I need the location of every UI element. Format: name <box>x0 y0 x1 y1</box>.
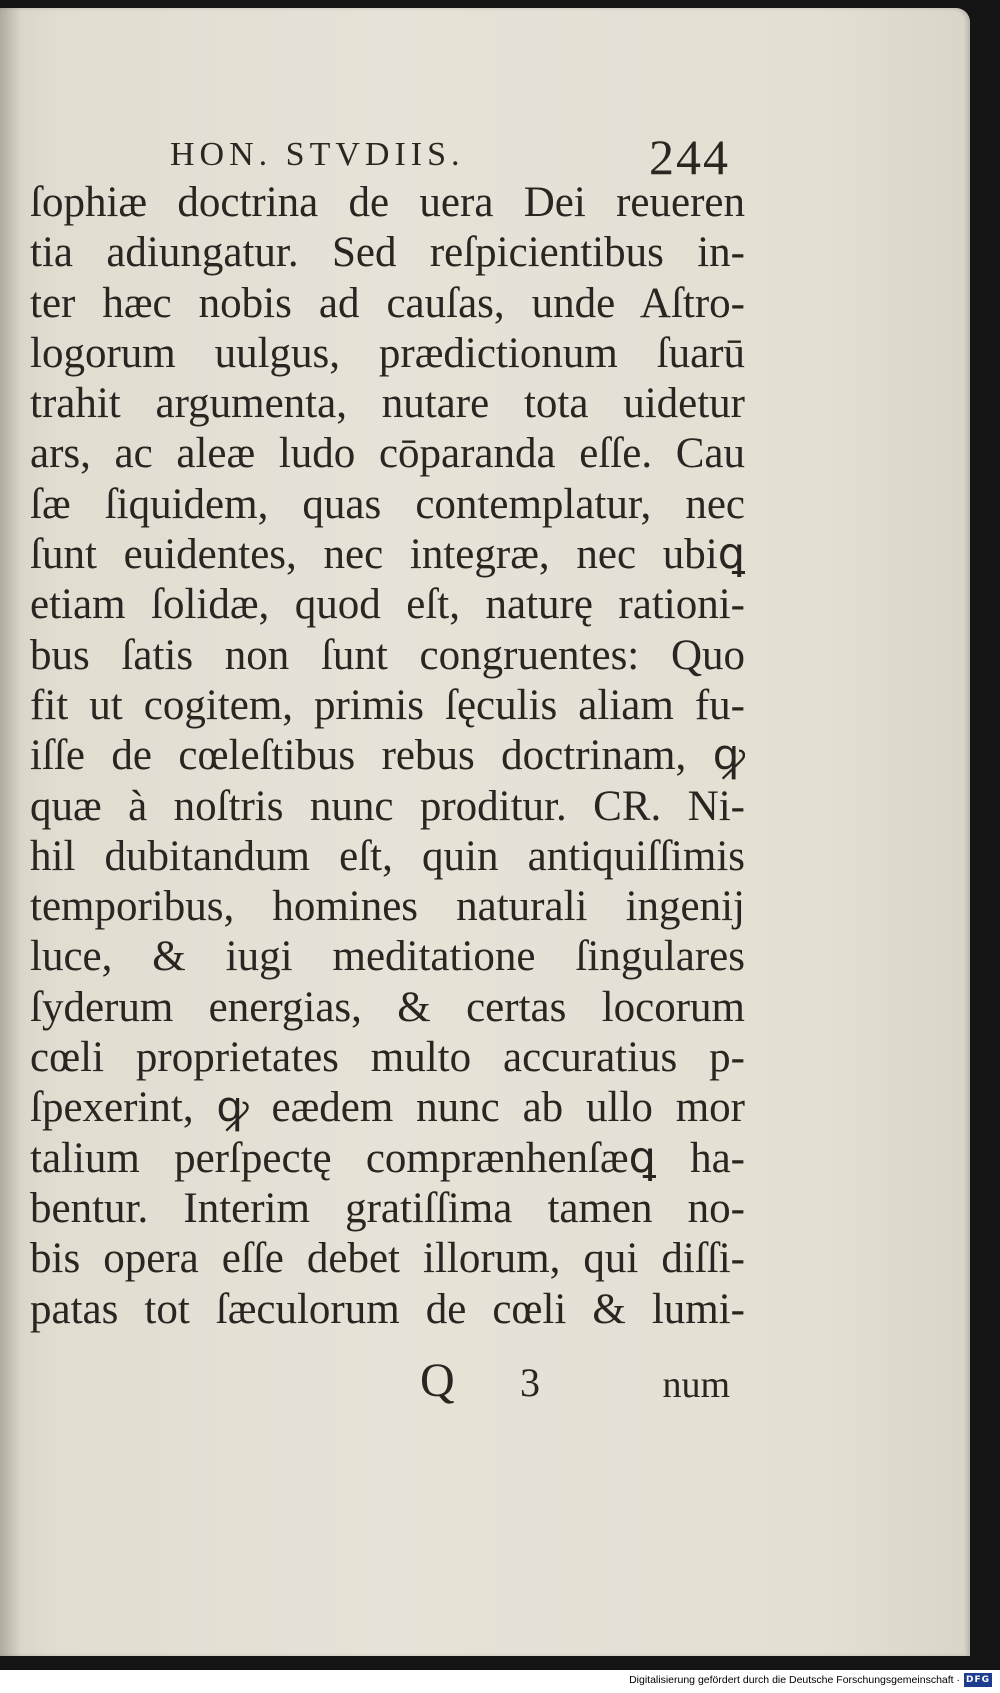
footer-strip <box>0 1670 1000 1693</box>
text-line: hil dubitandum eſt, quin antiquiſſimis <box>30 832 745 880</box>
digitization-credit: Digitalisierung gefördert durch die Deutsche Forschungsgemeinschaft · <box>629 1674 960 1686</box>
text-line: ſophiæ doctrina de uera Dei reueren <box>30 179 745 226</box>
signature-leaf-number: 3 <box>520 1360 540 1405</box>
dfg-logo-icon: DFG <box>965 1675 990 1685</box>
text-line: ars, ac aleæ ludo cōparanda eſſe. Cau <box>30 430 745 478</box>
text-line: ſpexerint, ꝙ eædem nunc ab ullo mor <box>30 1084 745 1132</box>
text-line: ſyderum energias, & certas locorum <box>30 983 745 1031</box>
text-line: cœli proprietates multo accuratius p- <box>30 1034 745 1082</box>
running-title: HON. STVDIIS. <box>170 136 465 173</box>
text-line: etiam ſolidæ, quod eſt, naturę rationi- <box>30 581 745 629</box>
text-line: fit ut cogitem, primis ſęculis aliam fu- <box>30 681 745 729</box>
text-line: talium perſpectę comprænhenſæꝗ ha- <box>30 1134 745 1182</box>
book-page <box>0 8 970 1656</box>
signature-line <box>420 1353 730 1413</box>
catchword: num <box>662 1364 730 1406</box>
text-line: patas tot ſæculorum de cœli & lumi- <box>30 1285 745 1333</box>
body-text <box>30 178 745 1335</box>
page-number: 244 <box>649 129 730 185</box>
text-line: iſſe de cœleſtibus rebus doctrinam, ꝙ <box>30 732 745 780</box>
text-line: temporibus, homines naturali ingenij <box>30 883 745 931</box>
text-line: logorum uulgus, prædictionum ſuarū <box>30 329 745 377</box>
text-line: ter hæc nobis ad cauſas, unde Aſtro- <box>30 279 745 327</box>
text-line: ſunt euidentes, nec integræ, nec ubiꝗ <box>30 531 745 579</box>
text-line: bus ſatis non ſunt congruentes: Quo <box>30 631 745 679</box>
text-line: trahit argumenta, nutare tota uidetur <box>30 380 745 428</box>
text-line: quæ à noſtris nunc proditur. CR. Ni- <box>30 782 745 830</box>
signature-mark: Q <box>420 1354 455 1407</box>
gutter-shadow <box>0 8 22 1656</box>
text-line: ſæ ſiquidem, quas contemplatur, nec <box>30 480 745 528</box>
text-line: tia adiungatur. Sed reſpicientibus in- <box>30 229 745 277</box>
text-line: bentur. Interim gratiſſima tamen no- <box>30 1184 745 1232</box>
text-line: bis opera eſſe debet illorum, qui diſſi- <box>30 1235 745 1283</box>
text-line: luce, & iugi meditatione ſingulares <box>30 933 745 981</box>
